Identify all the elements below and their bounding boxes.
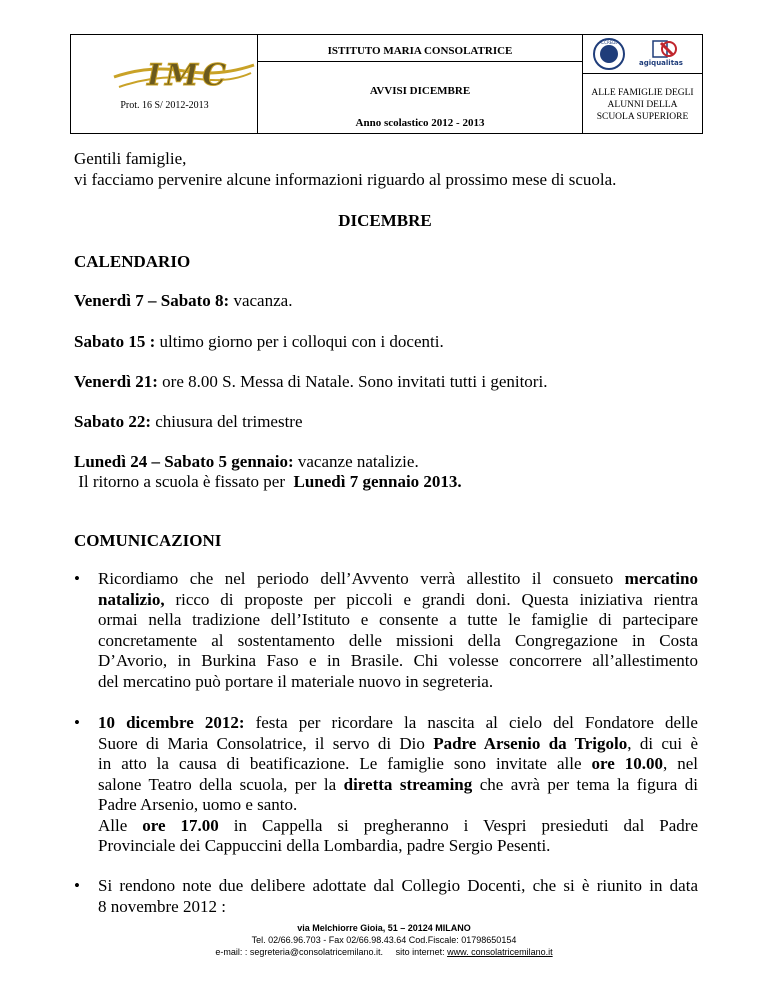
header-right-divider xyxy=(583,73,702,74)
month-title: DICEMBRE xyxy=(338,211,432,230)
bullet-icon: • xyxy=(74,876,80,895)
header-middle-cell xyxy=(258,35,583,133)
calendar-item-1-text: vacanza. xyxy=(229,291,293,310)
recipients xyxy=(583,87,702,123)
imc-logo-text: IMC xyxy=(147,58,231,93)
recipients-line-2: ALUNNI DELLA xyxy=(607,100,678,110)
communication-item-1-text: Ricordiamo che nel periodo dell’Avvento verrà allestito il consueto mercatino natalizio, ricco di proposte per piccoli e grandi doni. Questa iniziativa rientra ormai nella tradizione dell’Istituto e consente a tutte le famiglie di partecipare concretamente al sostentamento delle missioni della Congregazione in Costa D’Avorio, in Burkina Faso e in Brasile. Chi volesse concorrere all’allestimento del mercatino può portare il materiale nuovo in segreteria. xyxy=(98,569,698,691)
footer-site-link[interactable]: www. consolatricemilano.it xyxy=(447,947,553,957)
calendar-item-5-text: vacanze natalizie. xyxy=(293,452,419,471)
calendar-item-5 xyxy=(74,451,696,472)
footer xyxy=(0,922,768,958)
intro-text: vi facciamo pervenire alcune informazioni riguardo al prossimo mese di scuola. xyxy=(74,170,617,189)
recipients-line-3: SCUOLA SUPERIORE xyxy=(596,112,689,122)
institute-name: ISTITUTO MARIA CONSOLATRICE xyxy=(327,45,513,57)
calendar-return-date: Lunedì 7 gennaio 2013. xyxy=(293,472,462,491)
calendar-item-2-text: ultimo giorno per i colloqui con i docenti. xyxy=(155,332,444,351)
calendar-item-1 xyxy=(74,290,696,311)
header-left-cell xyxy=(71,35,258,133)
footer-contacts: Tel. 02/66.96.703 - Fax 02/66.98.43.64 Cod.Fiscale: 01798650154 xyxy=(251,935,517,945)
calendar-item-4-label: Sabato 22: xyxy=(74,412,151,431)
agiqualitas-logo xyxy=(639,41,683,67)
recipients-line-1: ALLE FAMIGLIE DEGLI xyxy=(591,88,694,98)
communication-item-3-text: Si rendono note due delibere adottate dal Collegio Docenti, che si è riunito in data 8 novembre 2012 : xyxy=(98,876,698,916)
calendar-item-5-label: Lunedì 24 – Sabato 5 gennaio: xyxy=(74,452,294,471)
communications-title: COMUNICAZIONI xyxy=(74,531,222,550)
calendar-item-3 xyxy=(74,371,696,392)
school-year: Anno scolastico 2012 - 2013 xyxy=(355,117,485,129)
calendar-item-2-label: Sabato 15 : xyxy=(74,332,156,351)
calendar-item-4-text: chiusura del trimestre xyxy=(150,412,303,431)
calendar-item-4 xyxy=(74,411,696,432)
bullet-icon: • xyxy=(74,569,80,588)
footer-web xyxy=(0,946,768,958)
footer-email[interactable]: segreteria@consolatricemilano.it. xyxy=(249,947,384,957)
calendar-item-2 xyxy=(74,331,696,352)
imc-logo xyxy=(109,43,259,103)
calendar-return-text: Il ritorno a scuola è fissato per xyxy=(74,472,294,491)
calendar-item-3-label: Venerdì 21: xyxy=(74,372,158,391)
header-right-cell xyxy=(583,35,702,133)
header-table xyxy=(70,34,703,134)
calendar-item-1-label: Venerdì 7 – Sabato 8: xyxy=(74,291,230,310)
notice-title: AVVISI DICEMBRE xyxy=(369,85,471,97)
footer-email-label: e-mail: : xyxy=(215,947,250,957)
protocol-number: Prot. 16 S/ 2012-2013 xyxy=(120,100,209,111)
greeting: Gentili famiglie, xyxy=(74,149,187,168)
calendar-title: CALENDARIO xyxy=(74,252,191,271)
calendar-item-3-text: ore 8.00 S. Messa di Natale. Sono invitati tutti i genitori. xyxy=(157,372,548,391)
footer-site-label: sito internet: xyxy=(383,947,448,957)
accredia-logo xyxy=(594,39,624,69)
calendar-return xyxy=(74,471,696,492)
bullet-icon: • xyxy=(74,713,80,732)
footer-address: via Melchiorre Gioia, 51 – 20124 MILANO xyxy=(297,923,471,933)
certification-logos xyxy=(591,37,695,71)
header-divider xyxy=(258,61,582,62)
communication-item-2-text: 10 dicembre 2012: festa per ricordare la nascita al cielo del Fondatore delle Suore di Maria Consolatrice, il servo di Dio Padre Arsenio da Trigolo, di cui è in atto la causa di beatificazione. Le famiglie sono invitate alle ore 10.00, nel salone Teatro della scuola, per la diretta streaming che avrà per tema la figura di Padre Arsenio, uomo e santo. Alle ore 17.00 in Cappella si pregheranno i Vespri presieduti dal Padre Provinciale dei Cappuccini della Lombardia, padre Sergio Pesenti. xyxy=(98,713,699,855)
accredia-logo-text: ACCREDIA xyxy=(598,40,620,45)
agiqualitas-logo-text: agiqualitas xyxy=(639,59,683,67)
